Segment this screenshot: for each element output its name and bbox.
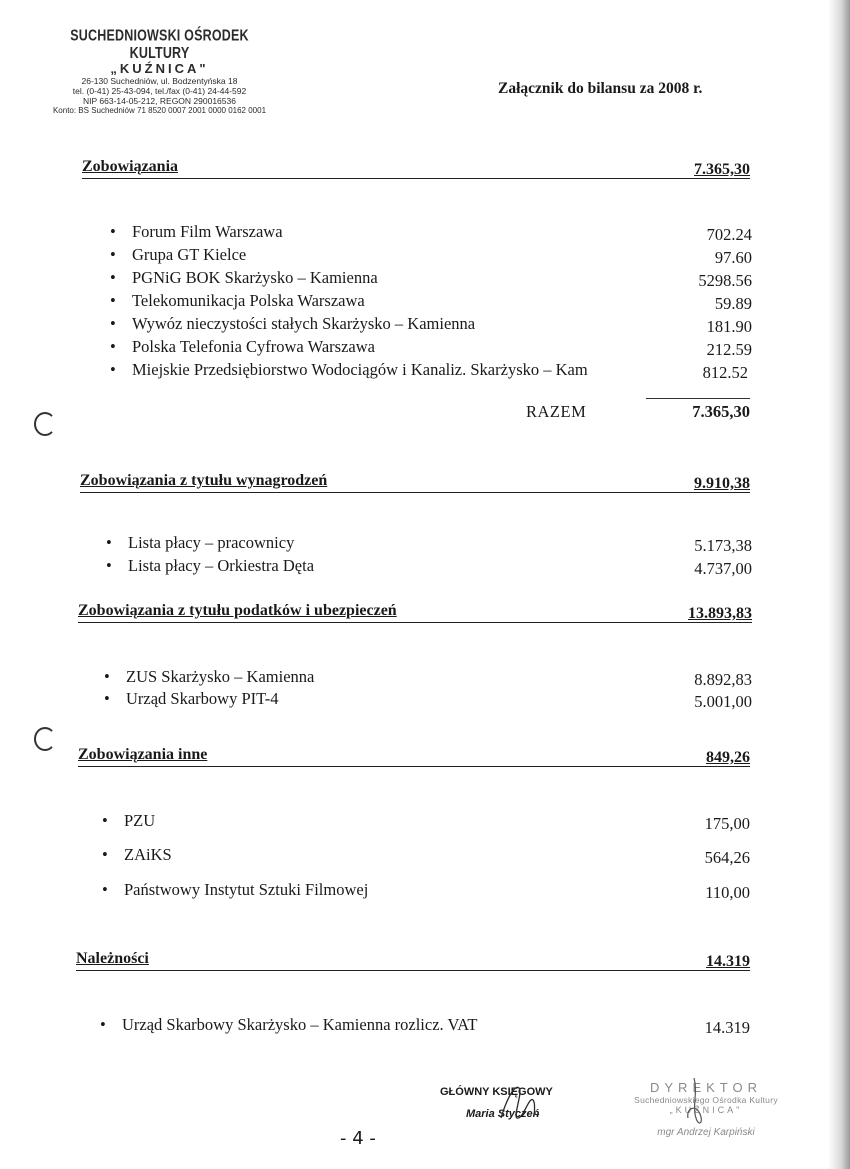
list-item [110, 360, 748, 382]
item-amount: 59.89 [714, 294, 752, 313]
list-item [110, 291, 752, 313]
bullet-icon: • [106, 556, 112, 575]
stamp-brand: „KUŹNICA" [669, 1105, 743, 1115]
document-title: Załącznik do bilansu za 2008 r. [498, 80, 703, 97]
bullet-icon: • [104, 667, 110, 686]
org-name: SUCHEDNIOWSKI OŚRODEK KULTURY [70, 26, 249, 62]
section-label: Zobowiązania z tytułu wynagrodzeń [80, 472, 328, 489]
list-item [106, 556, 752, 578]
list-item [110, 314, 752, 336]
section-label: Zobowiązania inne [78, 746, 208, 763]
item-text: PGNiG BOK Skarżysko – Kamienna [132, 268, 378, 287]
section-total: 849,26 [706, 749, 750, 766]
section-total: 13.893,83 [688, 605, 752, 622]
bullet-icon: • [104, 689, 110, 708]
item-amount: 110,00 [705, 883, 750, 902]
list-item [110, 268, 752, 290]
item-amount: 14.319 [704, 1018, 750, 1037]
list-item [110, 245, 752, 267]
item-text: ZAiKS [124, 845, 172, 864]
scan-edge-shadow [828, 0, 850, 1169]
item-text: Lista płacy – Orkiestra Dęta [128, 556, 315, 575]
bullet-icon: • [102, 811, 108, 830]
signature-name: Maria Styczeń [466, 1108, 540, 1120]
bullet-icon: • [110, 337, 116, 356]
item-text: Lista płacy – pracownicy [128, 533, 295, 552]
signature-title: GŁÓWNY KSIĘGOWY [440, 1086, 553, 1098]
item-amount: 702.24 [706, 225, 752, 244]
item-text: Państwowy Instytut Sztuki Filmowej [124, 880, 369, 899]
item-amount: 812.52 [702, 363, 748, 382]
item-text: Miejskie Przedsiębiorstwo Wodociągów i Kanaliz. Skarżysko – Kam [132, 360, 588, 379]
item-amount: 212.59 [706, 340, 752, 359]
item-text: Grupa GT Kielce [132, 245, 247, 264]
org-ids: NIP 663-14-05-212, REGON 290016536 [83, 96, 236, 106]
org-account: Konto: BS Suchedniów 71 8520 0007 2001 0000 0162 0001 [52, 106, 267, 115]
list-item [102, 880, 750, 902]
director-stamp [606, 1080, 806, 1138]
list-item [104, 689, 752, 711]
organization-stamp [52, 26, 267, 116]
item-text: Urząd Skarbowy Skarżysko – Kamienna rozlicz. VAT [122, 1015, 478, 1034]
section-header-liabilities [82, 152, 750, 179]
bullet-icon: • [110, 314, 116, 333]
section-label: Należności [76, 950, 149, 967]
sum-divider [646, 398, 750, 399]
item-text: Telekomunikacja Polska Warszawa [132, 291, 365, 310]
item-amount: 4.737,00 [694, 559, 752, 578]
item-text: Forum Film Warszawa [132, 222, 283, 241]
item-text: Urząd Skarbowy PIT-4 [126, 689, 279, 708]
list-item [110, 222, 752, 244]
list-item [102, 811, 750, 833]
bullet-icon: • [110, 245, 116, 264]
section-total: 7.365,30 [694, 161, 750, 178]
handwritten-signature-icon [674, 1074, 718, 1134]
item-text: ZUS Skarżysko – Kamienna [126, 667, 315, 686]
stamp-title: DYREKTOR [650, 1080, 762, 1095]
bullet-icon: • [110, 291, 116, 310]
bullet-icon: • [102, 845, 108, 864]
sum-total: 7.365,30 [692, 402, 750, 421]
item-amount: 5298.56 [698, 271, 752, 290]
item-amount: 181.90 [706, 317, 752, 336]
org-brand: „KUŹNICA" [110, 61, 209, 76]
item-amount: 175,00 [704, 814, 750, 833]
bullet-icon: • [102, 880, 108, 899]
bullet-icon: • [100, 1015, 106, 1034]
section-header-other [78, 740, 750, 767]
list-item [106, 533, 752, 555]
list-item [100, 1015, 750, 1037]
section-header-wages [80, 466, 750, 493]
chief-accountant-signature [440, 1086, 553, 1120]
bullet-icon: • [106, 533, 112, 552]
handwritten-signature-icon [495, 1078, 545, 1128]
item-amount: 8.892,83 [694, 670, 752, 689]
list-item [104, 667, 752, 689]
bullet-icon: • [110, 360, 116, 379]
sum-label: RAZEM [526, 402, 587, 421]
stamp-name: mgr Andrzej Karpiński [657, 1127, 755, 1138]
section-header-receivables [76, 944, 750, 971]
stamp-org: Suchedniowskiego Ośrodka Kultury [634, 1095, 778, 1105]
item-amount: 5.173,38 [694, 536, 752, 555]
item-amount: 5.001,00 [694, 692, 752, 711]
section-label: Zobowiązania [82, 158, 179, 175]
list-item [102, 845, 750, 867]
item-text: Wywóz nieczystości stałych Skarżysko – Kamienna [132, 314, 476, 333]
item-amount: 97.60 [714, 248, 752, 267]
section-header-taxes [78, 596, 752, 623]
list-item [110, 337, 752, 359]
bullet-icon: • [110, 222, 116, 241]
org-address: 26-130 Suchedniów, ul. Bodzentyńska 18 [81, 76, 238, 86]
page-number: - 4 - [340, 1128, 376, 1149]
punch-hole-icon [34, 412, 56, 436]
item-text: Polska Telefonia Cyfrowa Warszawa [132, 337, 375, 356]
item-amount: 564,26 [704, 848, 750, 867]
section-total: 9.910,38 [694, 475, 750, 492]
item-text: PZU [124, 811, 156, 830]
bullet-icon: • [110, 268, 116, 287]
section-label: Zobowiązania z tytułu podatków i ubezpieczeń [78, 602, 397, 619]
org-phone: tel. (0-41) 25-43-094, tel./fax (0-41) 24-44-592 [72, 86, 247, 96]
section-total: 14.319 [706, 953, 750, 970]
punch-hole-icon [34, 727, 56, 751]
